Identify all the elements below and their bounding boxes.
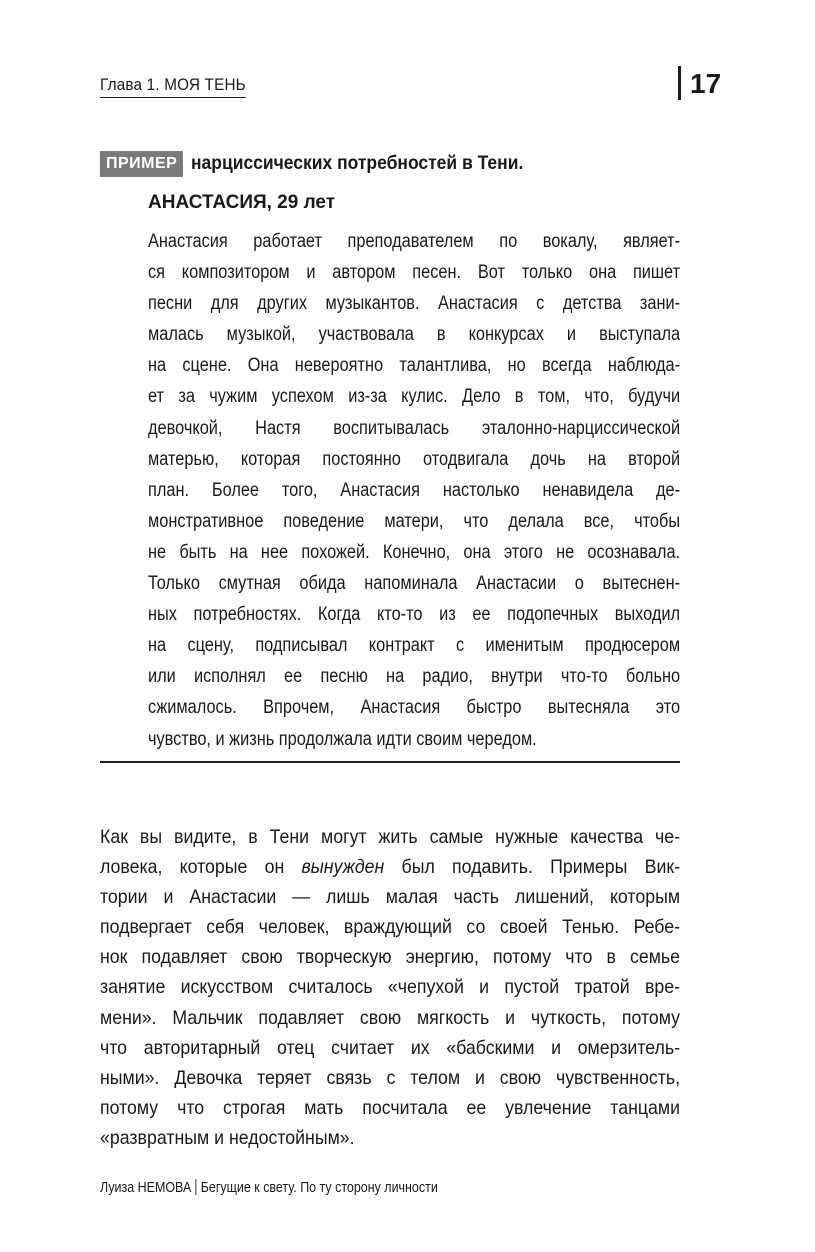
paragraph-line: потому что строгая мать посчитала ее увлечение танцами — [100, 1096, 681, 1119]
example-line: песни для других музыкантов. Анастасия с детства зани- — [148, 293, 681, 315]
example-line: на сцену, подписывал контракт с именитым продюсером — [148, 635, 681, 657]
paragraph-line: «развратным и недостойным». — [100, 1126, 355, 1149]
emphasis: вынужден — [301, 856, 385, 879]
example-line: Анастасия работает преподавателем по вокалу, являет- — [148, 231, 681, 252]
example-line: малась музыкой, участвовала в конкурсах и выступала — [148, 324, 681, 346]
main-paragraph — [100, 822, 680, 1153]
example-badge: ПРИМЕР — [100, 151, 183, 177]
paragraph-line: мени». Мальчик подавляет свою мягкость и чуткость, потому — [100, 1006, 681, 1029]
section-divider — [100, 761, 680, 763]
example-heading — [100, 151, 553, 177]
example-line: не быть на нее похожей. Конечно, она этого не осознавала. — [148, 541, 681, 563]
paragraph-line: подвергает себя человек, враждующий со своей Тенью. Ребе- — [100, 916, 681, 939]
footer-separator — [196, 1179, 197, 1195]
paragraph-line: нок подавляет свою творческую энергию, потому что в семье — [100, 946, 681, 969]
example-line: план. Более того, Анастасия настолько ненавидела де- — [148, 479, 681, 501]
example-title: нарциссических потребностей в Тени. — [191, 153, 524, 174]
chapter-title: Глава 1. МОЯ ТЕНЬ — [100, 75, 246, 98]
line-text: был подавить. Примеры Вик- — [384, 856, 681, 879]
example-subtitle: АНАСТАСИЯ, 29 лет — [148, 192, 336, 213]
paragraph-line: что авторитарный отец считает их «бабскими и омерзитель- — [100, 1036, 681, 1059]
example-line: или исполнял ее песню на радио, внутри что-то больно — [148, 666, 681, 688]
paragraph-line: ными». Девочка теряет связь с телом и свою чувственность, — [100, 1066, 681, 1089]
paragraph-line: тории и Анастасии — лишь малая часть лишений, которым — [100, 886, 681, 909]
page-footer — [100, 1178, 438, 1198]
example-line: матерью, которая постоянно отодвигала дочь на второй — [148, 448, 681, 470]
paragraph-line: занятие искусством считалось «чепухой и пустой тратой вре- — [100, 976, 681, 999]
header-divider — [678, 66, 681, 100]
example-body — [148, 226, 680, 755]
footer-book-title: Бегущие к свету. По ту сторону личности — [200, 1180, 438, 1196]
example-line: монстративное поведение матери, что делала все, чтобы — [148, 510, 681, 532]
example-line: сжималось. Впрочем, Анастасия быстро вытесняла это — [148, 697, 681, 719]
example-line: чувство, и жизнь продолжала идти своим чередом. — [148, 728, 537, 750]
example-line: Только смутная обида напоминала Анастасии о вытеснен- — [148, 573, 681, 595]
example-line: девочкой, Настя воспитывалась эталонно-нарциссической — [148, 417, 681, 439]
paragraph-line — [100, 852, 680, 882]
page-number: 17 — [690, 68, 722, 99]
example-line: ся композитором и автором песен. Вот только она пишет — [148, 262, 681, 284]
example-line: на сцене. Она невероятно талантлива, но всегда наблюда- — [148, 355, 681, 377]
line-text: ловека, которые он — [100, 856, 302, 879]
example-line: ных потребностях. Когда кто-то из ее подопечных выходил — [148, 604, 681, 626]
paragraph-line: Как вы видите, в Тени могут жить самые нужные качества че- — [100, 826, 681, 848]
example-line: ет за чужим успехом из-за кулис. Дело в том, что, будучи — [148, 386, 681, 408]
footer-author: Луиза НЕМОВА — [100, 1180, 192, 1196]
